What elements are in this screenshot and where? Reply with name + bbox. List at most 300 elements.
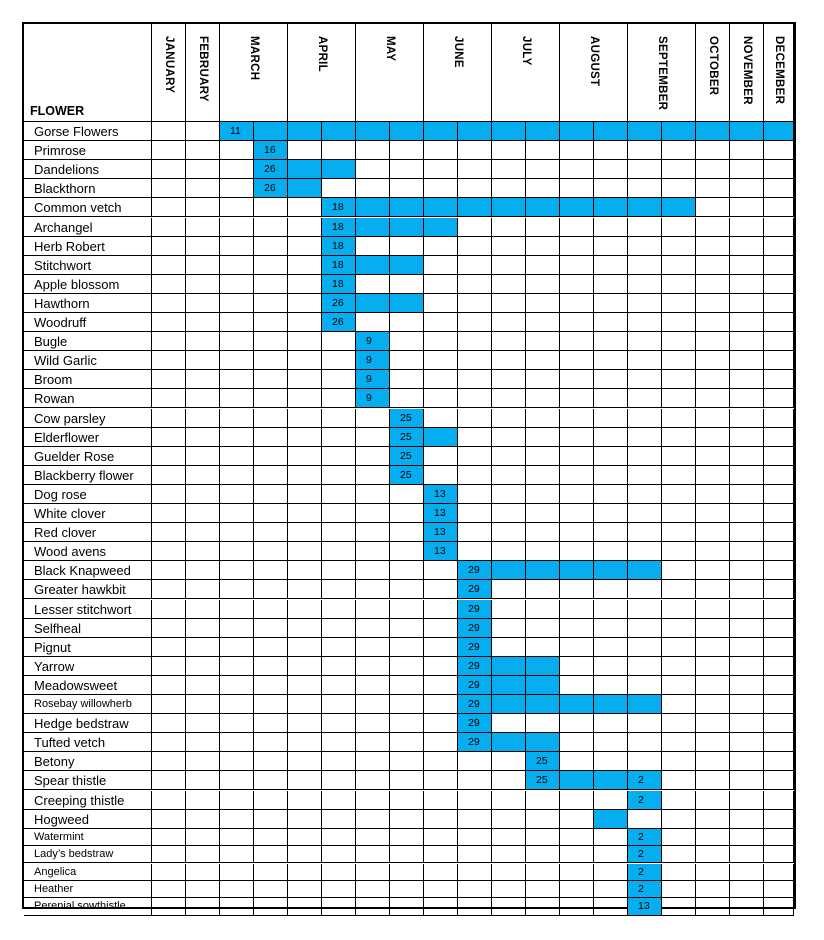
month-label: JULY [519,36,532,66]
calendar-cell [730,160,764,179]
calendar-cell [628,218,662,237]
calendar-cell [560,275,594,294]
calendar-cell [424,676,458,695]
calendar-cell [628,600,662,619]
calendar-cell [764,810,794,829]
calendar-cell [696,179,730,198]
calendar-cell [424,638,458,657]
calendar-cell [390,619,424,638]
calendar-cell [254,898,288,915]
calendar-cell [390,122,424,141]
calendar-cell [594,864,628,881]
calendar-cell [220,409,254,428]
calendar-cell [492,542,526,561]
calendar-cell [560,428,594,447]
calendar-cell [390,733,424,752]
calendar-cell [186,256,220,275]
calendar-cell [390,676,424,695]
calendar-cell [390,466,424,485]
flower-name: Watermint [24,829,152,846]
calendar-cell [288,864,322,881]
calendar-cell [560,198,594,217]
flower-name: Stitchwort [24,256,152,275]
month-header-february [186,24,220,122]
calendar-cell [322,771,356,790]
calendar-cell [662,864,696,881]
calendar-cell [662,466,696,485]
calendar-cell [356,829,390,846]
calendar-cell [628,179,662,198]
calendar-cell [526,561,560,580]
calendar-cell [390,600,424,619]
calendar-cell [356,846,390,863]
month-label: DECEMBER [772,36,785,105]
calendar-cell [186,447,220,466]
calendar-cell [288,389,322,408]
calendar-cell [594,466,628,485]
calendar-cell [662,447,696,466]
calendar-cell [322,638,356,657]
calendar-cell [186,523,220,542]
calendar-cell [390,237,424,256]
calendar-cell [628,810,662,829]
calendar-cell [288,881,322,898]
calendar-cell [730,657,764,676]
calendar-cell [526,695,560,714]
calendar-cell [526,179,560,198]
calendar-cell [356,898,390,915]
calendar-cell [492,256,526,275]
calendar-cell [322,542,356,561]
calendar-cell [288,733,322,752]
calendar-cell [288,771,322,790]
calendar-cell [356,428,390,447]
calendar-cell [288,561,322,580]
start-day-label: 29 [468,640,480,653]
calendar-cell [390,771,424,790]
calendar-cell [492,695,526,714]
calendar-cell [696,542,730,561]
calendar-cell [288,580,322,599]
calendar-cell [594,898,628,915]
month-label: APRIL [315,36,328,72]
calendar-cell [390,332,424,351]
calendar-cell [594,881,628,898]
calendar-cell [424,657,458,676]
calendar-cell [254,810,288,829]
calendar-cell [152,657,186,676]
calendar-cell [526,542,560,561]
calendar-cell [628,237,662,256]
flower-name: Rosebay willowherb [24,695,152,714]
calendar-cell [220,714,254,733]
calendar-cell [696,881,730,898]
calendar-cell [390,313,424,332]
calendar-cell [730,256,764,275]
calendar-cell [492,638,526,657]
calendar-cell [186,218,220,237]
calendar-cell [424,542,458,561]
start-day-label: 25 [400,411,412,424]
calendar-cell [492,409,526,428]
calendar-cell [526,122,560,141]
calendar-cell [696,791,730,810]
calendar-cell [220,791,254,810]
calendar-cell [594,237,628,256]
calendar-cell [730,218,764,237]
calendar-cell [492,619,526,638]
calendar-cell [560,846,594,863]
calendar-cell [628,122,662,141]
calendar-cell [492,370,526,389]
calendar-cell [628,504,662,523]
calendar-cell [356,791,390,810]
calendar-cell [186,580,220,599]
calendar-cell [254,542,288,561]
calendar-cell [594,695,628,714]
flower-name: Yarrow [24,657,152,676]
calendar-cell [560,466,594,485]
calendar-cell [288,313,322,332]
calendar-cell [220,160,254,179]
calendar-cell [322,428,356,447]
calendar-cell [458,237,492,256]
calendar-cell [390,523,424,542]
start-day-label: 2 [638,883,644,896]
start-day-label: 29 [468,621,480,634]
flower-name: Common vetch [24,198,152,217]
calendar-cell [356,695,390,714]
calendar-cell [186,619,220,638]
flower-name: Cow parsley [24,409,152,428]
calendar-cell [594,829,628,846]
calendar-cell [152,561,186,580]
calendar-cell [356,409,390,428]
calendar-cell [526,198,560,217]
calendar-cell [492,504,526,523]
calendar-cell [424,313,458,332]
month-label: NOVEMBER [740,36,753,105]
calendar-cell [526,881,560,898]
calendar-cell [152,523,186,542]
calendar-cell [662,733,696,752]
calendar-cell [322,504,356,523]
calendar-cell [730,695,764,714]
month-header-may [356,24,424,122]
month-header-march [220,24,288,122]
calendar-cell [730,881,764,898]
calendar-cell [356,714,390,733]
calendar-cell [764,160,794,179]
calendar-cell [730,714,764,733]
calendar-cell [288,542,322,561]
start-day-label: 18 [332,239,344,252]
start-day-label: 26 [264,182,276,195]
calendar-cell [152,619,186,638]
calendar-cell [764,881,794,898]
calendar-cell [458,122,492,141]
calendar-cell [390,638,424,657]
start-day-label: 2 [638,793,644,806]
calendar-cell [662,829,696,846]
calendar-cell [254,771,288,790]
calendar-cell [526,370,560,389]
calendar-cell [628,256,662,275]
calendar-cell [424,714,458,733]
calendar-cell [424,752,458,771]
calendar-cell [458,752,492,771]
calendar-cell [424,275,458,294]
calendar-cell [696,141,730,160]
start-day-label: 29 [468,659,480,672]
calendar-cell [764,370,794,389]
calendar-cell [458,881,492,898]
calendar-cell [662,141,696,160]
start-day-label: 25 [536,774,548,787]
calendar-cell [322,237,356,256]
calendar-cell [628,141,662,160]
calendar-cell [322,810,356,829]
calendar-cell [662,332,696,351]
calendar-cell [288,198,322,217]
calendar-cell [764,428,794,447]
calendar-cell [424,864,458,881]
calendar-cell [594,523,628,542]
calendar-cell [628,485,662,504]
calendar-cell [220,332,254,351]
calendar-cell [594,846,628,863]
calendar-cell [560,810,594,829]
calendar-cell [560,619,594,638]
calendar-cell [322,829,356,846]
calendar-cell [696,829,730,846]
flower-name: Hedge bedstraw [24,714,152,733]
calendar-cell [764,752,794,771]
calendar-cell [594,561,628,580]
calendar-cell [220,504,254,523]
calendar-cell [526,714,560,733]
calendar-cell [390,218,424,237]
month-label: FEBRUARY [196,36,209,102]
calendar-cell [458,657,492,676]
calendar-cell [424,198,458,217]
calendar-cell [152,447,186,466]
calendar-cell [288,523,322,542]
calendar-cell [492,237,526,256]
calendar-cell [424,881,458,898]
calendar-cell [458,791,492,810]
flower-name: Dog rose [24,485,152,504]
calendar-cell [424,791,458,810]
calendar-cell [458,409,492,428]
calendar-cell [390,370,424,389]
calendar-cell [628,370,662,389]
calendar-cell [254,881,288,898]
calendar-cell [322,657,356,676]
calendar-cell [186,846,220,863]
calendar-cell [628,313,662,332]
calendar-cell [730,619,764,638]
calendar-cell [390,881,424,898]
calendar-cell [254,428,288,447]
calendar-cell [764,275,794,294]
calendar-cell [186,485,220,504]
calendar-cell [662,294,696,313]
calendar-cell [730,237,764,256]
calendar-cell [526,218,560,237]
calendar-cell [152,504,186,523]
calendar-cell [356,485,390,504]
calendar-cell [560,829,594,846]
calendar-cell [152,141,186,160]
calendar-cell [628,733,662,752]
flower-name: Meadowsweet [24,676,152,695]
calendar-cell [662,561,696,580]
flower-name: Blackthorn [24,179,152,198]
calendar-cell [764,198,794,217]
flower-calendar-table [22,22,796,913]
calendar-cell [492,389,526,408]
month-header-november [730,24,764,122]
calendar-cell [730,198,764,217]
calendar-cell [696,676,730,695]
calendar-cell [356,275,390,294]
calendar-cell [390,714,424,733]
calendar-cell [152,695,186,714]
calendar-cell [696,351,730,370]
calendar-cell [594,810,628,829]
calendar-cell [696,657,730,676]
calendar-cell [152,752,186,771]
calendar-cell [526,294,560,313]
calendar-cell [186,141,220,160]
calendar-cell [424,600,458,619]
calendar-cell [254,466,288,485]
flower-name: Dandelions [24,160,152,179]
calendar-cell [526,523,560,542]
start-day-label: 13 [434,526,446,539]
calendar-cell [696,218,730,237]
calendar-cell [696,600,730,619]
calendar-cell [764,864,794,881]
calendar-cell [526,141,560,160]
calendar-cell [628,466,662,485]
calendar-cell [288,600,322,619]
calendar-cell [220,523,254,542]
calendar-cell [526,389,560,408]
calendar-cell [730,370,764,389]
calendar-cell [356,752,390,771]
calendar-cell [764,485,794,504]
calendar-cell [696,409,730,428]
calendar-cell [186,676,220,695]
calendar-cell [322,619,356,638]
calendar-cell [696,695,730,714]
month-label: OCTOBER [706,36,719,96]
calendar-cell [458,523,492,542]
calendar-cell [152,294,186,313]
calendar-cell [560,542,594,561]
calendar-cell [254,351,288,370]
calendar-cell [458,466,492,485]
calendar-cell [152,542,186,561]
start-day-label: 29 [468,602,480,615]
calendar-cell [458,504,492,523]
calendar-cell [560,695,594,714]
flower-name: Wild Garlic [24,351,152,370]
calendar-cell [696,447,730,466]
calendar-cell [322,313,356,332]
start-day-label: 29 [468,678,480,691]
calendar-cell [458,864,492,881]
calendar-cell [254,714,288,733]
calendar-cell [356,237,390,256]
flower-name: White clover [24,504,152,523]
calendar-cell [322,447,356,466]
calendar-cell [594,409,628,428]
calendar-cell [390,256,424,275]
calendar-cell [152,466,186,485]
calendar-cell [492,218,526,237]
calendar-cell [322,179,356,198]
flower-name: Elderflower [24,428,152,447]
calendar-cell [288,657,322,676]
calendar-cell [696,619,730,638]
calendar-cell [594,657,628,676]
calendar-cell [730,676,764,695]
calendar-cell [424,561,458,580]
calendar-cell [492,580,526,599]
calendar-cell [424,179,458,198]
calendar-cell [152,485,186,504]
calendar-cell [254,370,288,389]
calendar-cell [254,275,288,294]
calendar-cell [492,485,526,504]
calendar-cell [492,122,526,141]
calendar-cell [560,179,594,198]
flower-name: Archangel [24,218,152,237]
calendar-cell [560,389,594,408]
calendar-cell [492,141,526,160]
calendar-cell [628,332,662,351]
calendar-cell [186,294,220,313]
calendar-cell [628,351,662,370]
calendar-cell [390,447,424,466]
calendar-cell [186,771,220,790]
calendar-cell [186,638,220,657]
flower-name: Lady’s bedstraw [24,846,152,863]
calendar-cell [730,580,764,599]
calendar-cell [696,122,730,141]
flower-name: Perenial sowthistle [24,898,152,915]
calendar-cell [288,791,322,810]
calendar-cell [186,600,220,619]
start-day-label: 29 [468,736,480,749]
calendar-cell [288,351,322,370]
calendar-cell [662,695,696,714]
calendar-cell [764,846,794,863]
calendar-cell [288,256,322,275]
calendar-cell [186,466,220,485]
calendar-cell [560,332,594,351]
calendar-cell [356,733,390,752]
start-day-label: 18 [332,258,344,271]
calendar-cell [458,332,492,351]
start-day-label: 13 [434,507,446,520]
calendar-cell [152,881,186,898]
calendar-cell [492,752,526,771]
calendar-cell [220,619,254,638]
